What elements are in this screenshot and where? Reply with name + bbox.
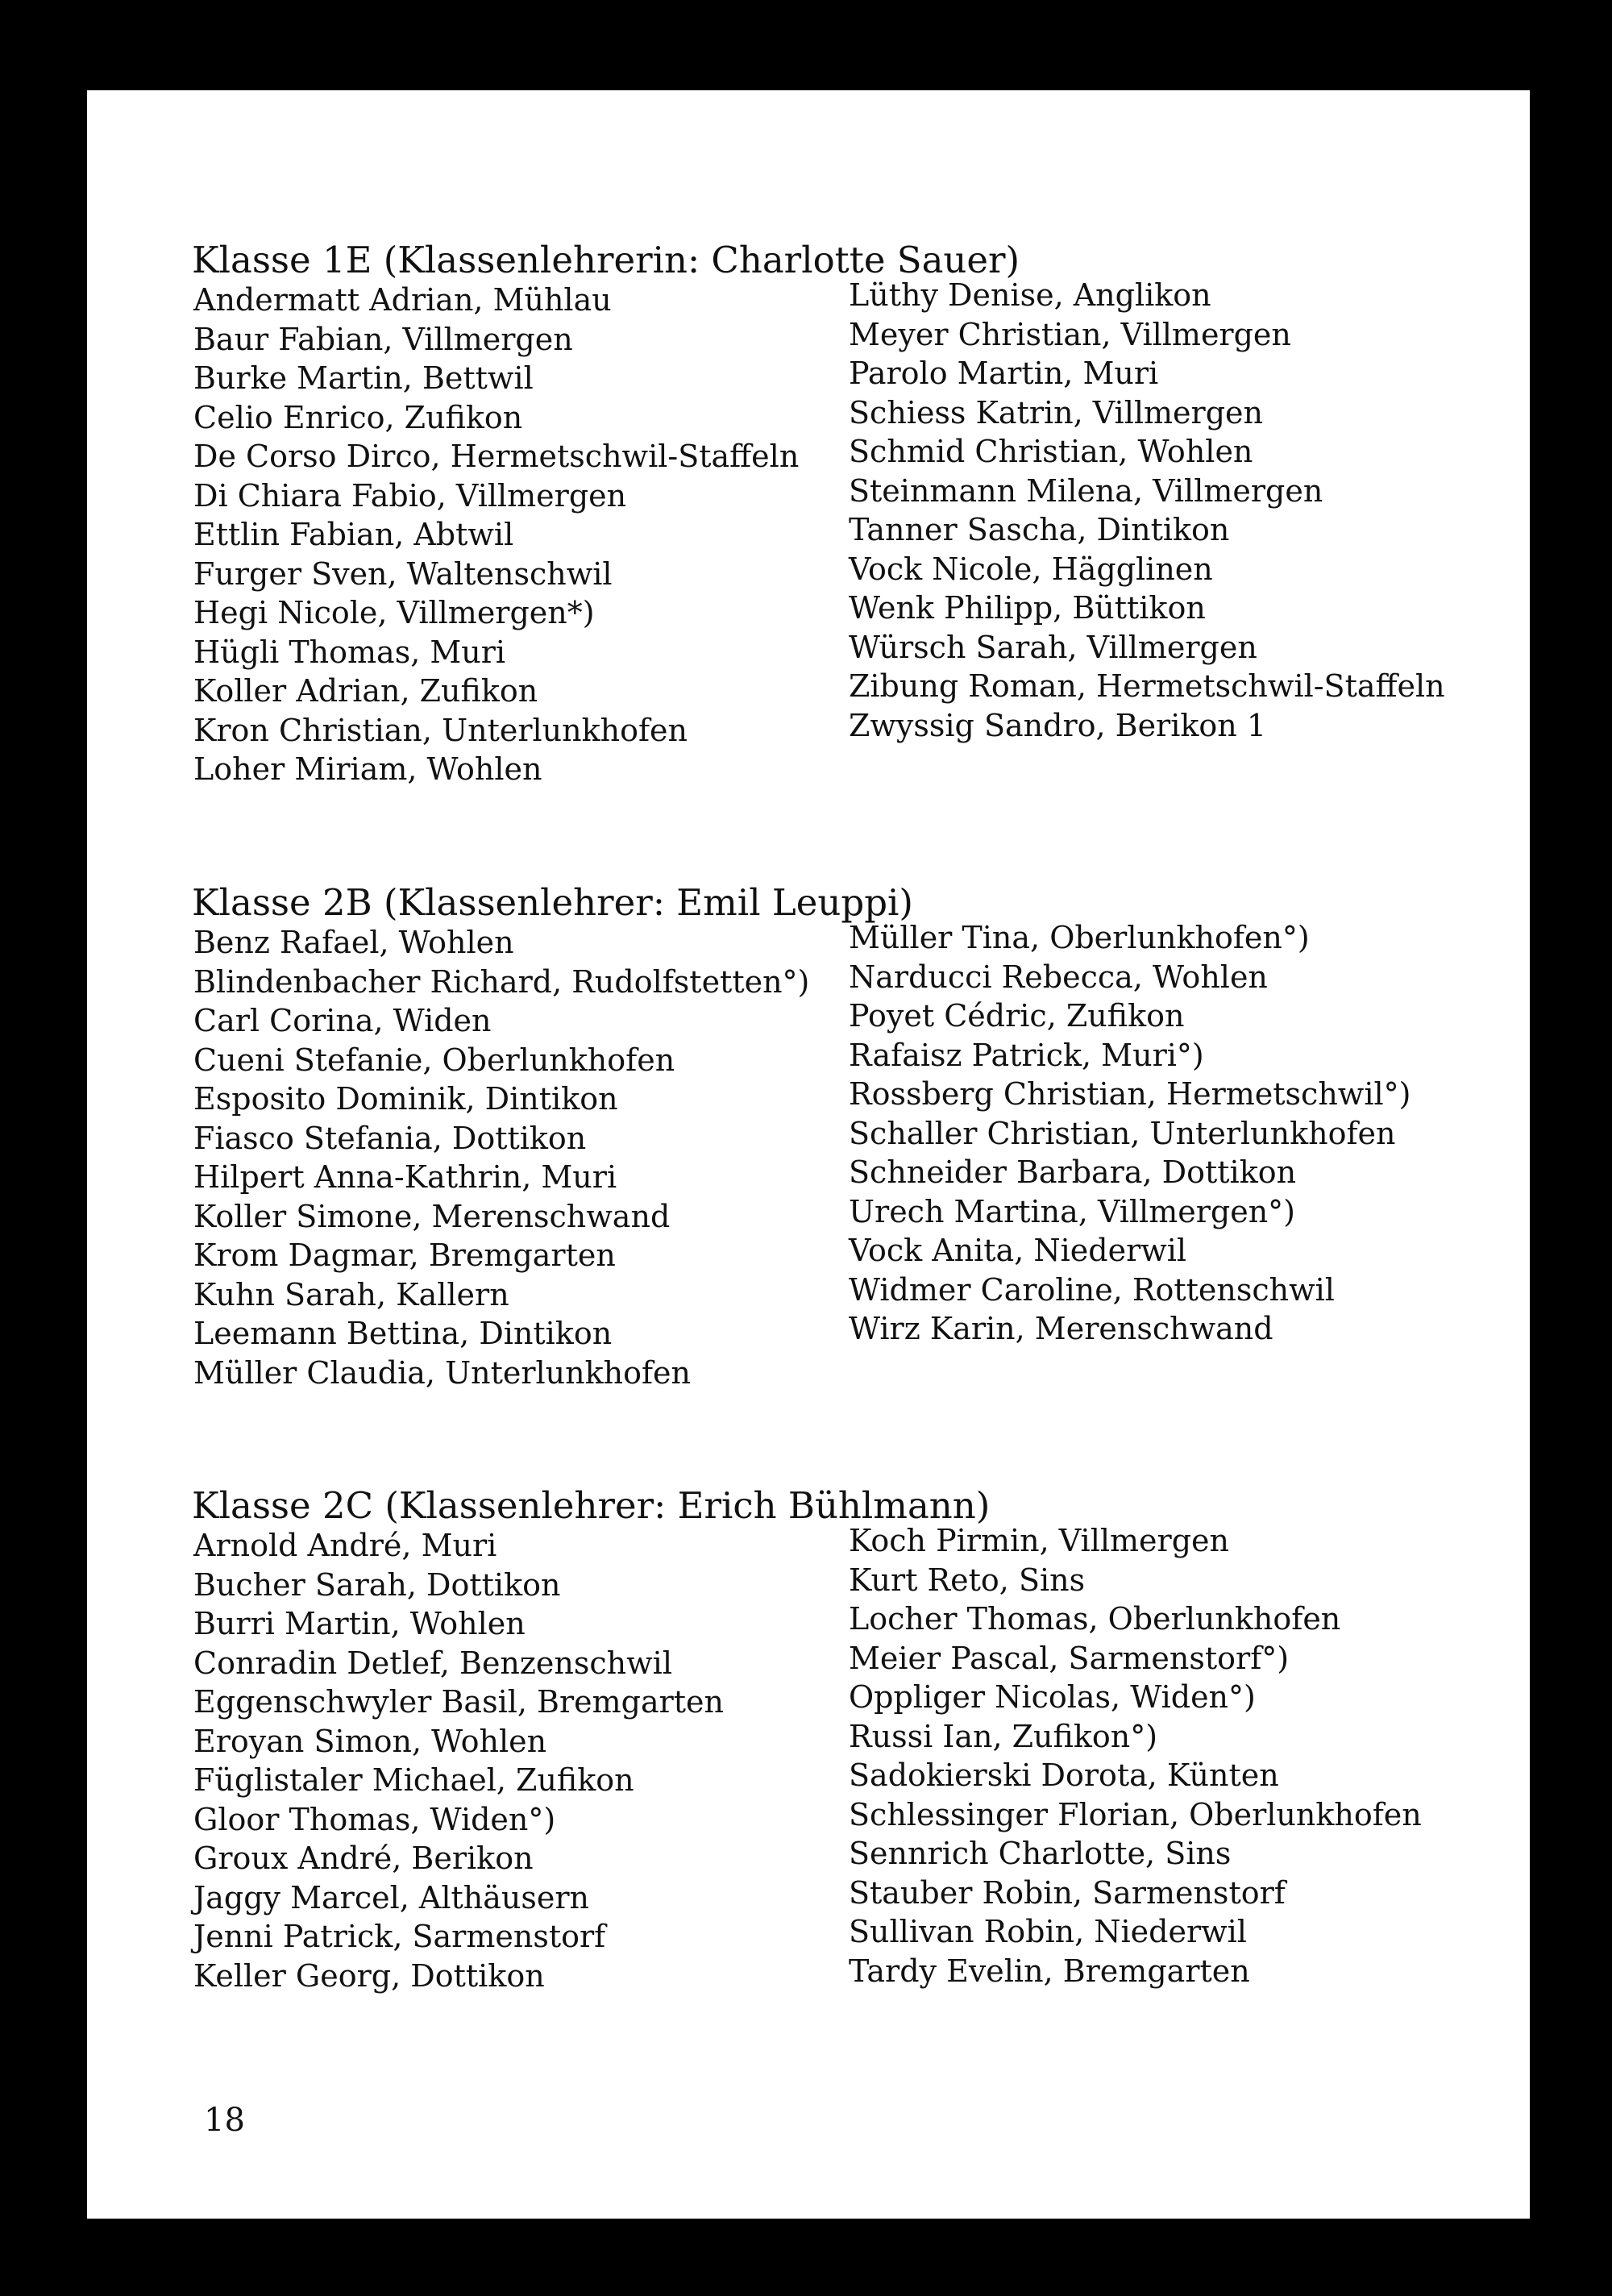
student-entry: Baur Fabian, Villmergen <box>193 321 573 357</box>
student-entry: Blindenbacher Richard, Rudolfstetten°) <box>193 963 810 1000</box>
student-entry: Kron Christian, Unterlunkhofen <box>193 712 688 748</box>
student-entry: Vock Anita, Niederwil <box>849 1233 1187 1268</box>
student-entry: Schmid Christian, Wohlen <box>849 434 1253 469</box>
student-entry: Stauber Robin, Sarmenstorf <box>849 1874 1286 1911</box>
student-entry: Locher Thomas, Oberlunkhofen <box>849 1601 1341 1637</box>
student-list-right <box>849 276 1445 745</box>
student-entry: Furger Sven, Waltenschwil <box>193 555 613 592</box>
student-entry: Kuhn Sarah, Kallern <box>193 1276 509 1312</box>
student-entry: Rossberg Christian, Hermetschwil°) <box>849 1076 1411 1112</box>
student-entry: Bucher Sarah, Dottikon <box>193 1566 561 1603</box>
student-entry: Müller Claudia, Unterlunkhofen <box>193 1354 691 1391</box>
student-entry: Oppliger Nicolas, Widen°) <box>849 1679 1256 1715</box>
class-section-1e <box>192 239 1514 787</box>
student-entry: Ettlin Fabian, Abtwil <box>193 517 514 552</box>
student-entry: Parolo Martin, Muri <box>849 356 1159 391</box>
student-entry: Eggenschwyler Basil, Bremgarten <box>193 1684 725 1720</box>
student-entry: Koller Simone, Merenschwand <box>193 1198 671 1234</box>
section-header: Klasse 2B (Klassenlehrer: Emil Leuppi) <box>192 881 913 924</box>
student-entry: Füglistaler Michael, Zufikon <box>193 1762 634 1798</box>
student-entry: Wirz Karin, Merenschwand <box>849 1311 1273 1346</box>
student-entry: Russi Ian, Zufikon°) <box>849 1718 1158 1754</box>
student-entry: Groux André, Berikon <box>193 1841 534 1876</box>
student-entry: Sennrich Charlotte, Sins <box>849 1836 1232 1871</box>
student-entry: Wenk Philipp, Büttikon <box>849 590 1206 626</box>
section-header: Klasse 2C (Klassenlehrer: Erich Bühlmann) <box>192 1484 991 1527</box>
student-entry: Rafaisz Patrick, Muri°) <box>849 1037 1204 1073</box>
student-entry: Eroyan Simon, Wohlen <box>193 1723 547 1759</box>
student-entry: Narducci Rebecca, Wohlen <box>849 959 1268 995</box>
student-entry: Gloor Thomas, Widen°) <box>193 1801 556 1837</box>
page-number: 18 <box>204 2102 245 2139</box>
student-entry: Arnold André, Muri <box>193 1528 497 1563</box>
student-entry: Burke Martin, Bettwil <box>193 360 534 396</box>
student-entry: Schneider Barbara, Dottikon <box>849 1154 1297 1190</box>
student-entry: Andermatt Adrian, Mühlau <box>193 282 612 318</box>
student-entry: Krom Dagmar, Bremgarten <box>193 1237 616 1273</box>
student-entry: Sullivan Robin, Niederwil <box>849 1914 1247 1949</box>
student-entry: Carl Corina, Widen <box>193 1003 492 1038</box>
student-entry: Steinmann Milena, Villmergen <box>849 472 1323 509</box>
student-entry: Würsch Sarah, Villmergen <box>849 629 1257 665</box>
student-entry: Burri Martin, Wohlen <box>193 1606 526 1641</box>
student-entry: Schaller Christian, Unterlunkhofen <box>849 1115 1396 1151</box>
student-entry: Koch Pirmin, Villmergen <box>849 1523 1229 1558</box>
student-entry: Jaggy Marcel, Althäusern <box>193 1879 589 1915</box>
student-entry: Meyer Christian, Villmergen <box>849 316 1291 352</box>
student-entry: Leemann Bettina, Dintikon <box>193 1316 613 1351</box>
student-entry: Poyet Cédric, Zufikon <box>849 998 1185 1034</box>
section-header: Klasse 1E (Klassenlehrerin: Charlotte Sauer) <box>192 239 1020 281</box>
student-entry: Koller Adrian, Zufikon <box>193 673 538 709</box>
student-list-right <box>849 918 1410 1349</box>
student-entry: Hügli Thomas, Muri <box>193 634 506 670</box>
student-entry: Conradin Detlef, Benzenschwil <box>193 1645 672 1681</box>
student-entry: Urech Martina, Villmergen°) <box>849 1193 1295 1229</box>
class-section-2c <box>192 1484 1514 1994</box>
student-entry: Sadokierski Dorota, Künten <box>849 1757 1279 1793</box>
student-entry: Meier Pascal, Sarmenstorf°) <box>849 1640 1290 1676</box>
student-entry: Vock Nicole, Hägglinen <box>849 551 1213 587</box>
student-entry: Müller Tina, Oberlunkhofen°) <box>849 920 1310 955</box>
student-entry: Celio Enrico, Zufikon <box>193 399 523 435</box>
student-entry: Zwyssig Sandro, Berikon 1 <box>849 707 1267 743</box>
student-entry: De Corso Dirco, Hermetschwil-Staffeln <box>193 439 800 474</box>
student-entry: Di Chiara Fabio, Villmergen <box>193 477 627 514</box>
student-entry: Fiasco Stefania, Dottikon <box>193 1120 587 1156</box>
student-entry: Zibung Roman, Hermetschwil-Staffeln <box>849 668 1445 704</box>
student-entry: Kurt Reto, Sins <box>849 1562 1086 1598</box>
student-entry: Widmer Caroline, Rottenschwil <box>849 1271 1335 1308</box>
student-entry: Jenni Patrick, Sarmenstorf <box>193 1919 606 1954</box>
student-entry: Lüthy Denise, Anglikon <box>849 277 1211 313</box>
student-entry: Hegi Nicole, Villmergen*) <box>193 595 595 630</box>
student-list-right <box>849 1521 1422 1990</box>
student-list-left <box>193 281 799 789</box>
student-entry: Keller Georg, Dottikon <box>193 1957 545 1994</box>
student-entry: Hilpert Anna-Kathrin, Muri <box>193 1159 617 1195</box>
student-list-left <box>193 1526 724 1995</box>
student-entry: Tardy Evelin, Bremgarten <box>849 1953 1250 1989</box>
student-entry: Esposito Dominik, Dintikon <box>193 1081 618 1117</box>
student-entry: Schlessinger Florian, Oberlunkhofen <box>849 1796 1422 1832</box>
student-entry: Tanner Sascha, Dintikon <box>849 512 1230 547</box>
student-entry: Cueni Stefanie, Oberlunkhofen <box>193 1042 675 1078</box>
student-list-left <box>193 923 809 1392</box>
document-page <box>87 90 1530 2219</box>
class-section-2b <box>192 881 1514 1391</box>
student-entry: Benz Rafael, Wohlen <box>193 925 514 960</box>
student-entry: Schiess Katrin, Villmergen <box>849 394 1263 430</box>
student-entry: Loher Miriam, Wohlen <box>193 751 542 787</box>
